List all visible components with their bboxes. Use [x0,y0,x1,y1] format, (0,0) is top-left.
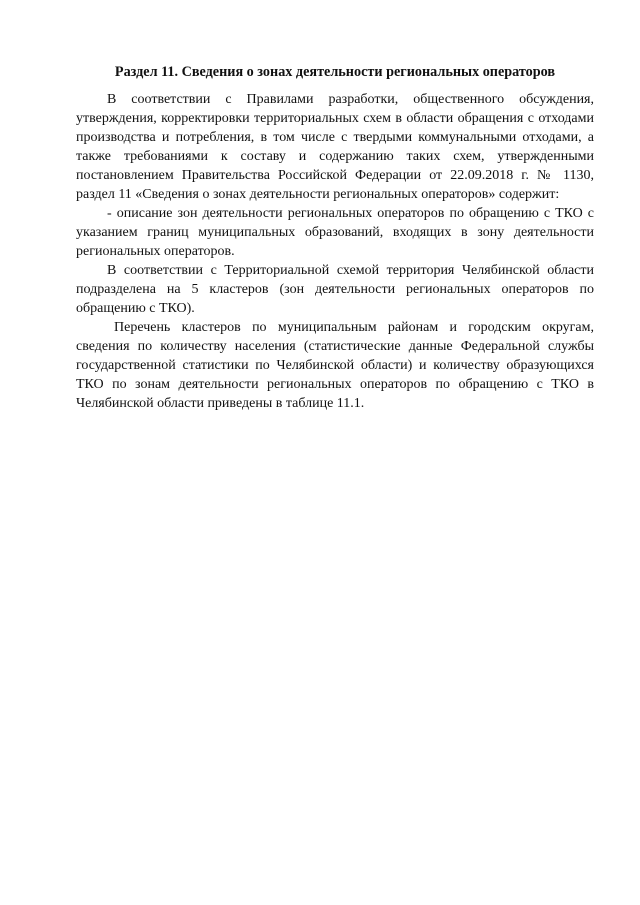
section-body [76,91,594,413]
paragraph-zone-description: - описание зон деятельности региональных операторов по обращению с ТКО с указанием границ муниципальных образований, входящих в зону деятельности региональных операторов. [76,206,594,260]
section-title: Раздел 11. Сведения о зонах деятельности региональных операторов [114,64,556,80]
paragraph-requirements: В соответствии с Правилами разработки, общественного обсуждения, утверждения, корректировки территориальных схем в области обращения с отходами производства и потребления, в том числе с твердыми коммунальными отходами, а также требованиями к составу и содержанию таких схем, утвержденными постановлением Правительства Российской Федерации от 22.09.2018 г. № 1130, раздел 11 «Сведения о зонах деятельности региональных операторов» содержит: [76,92,594,202]
paragraph-table-reference: Перечень кластеров по муниципальным районам и городским округам, сведения по количеству населения (статистические данные Федеральной службы государственной статистики по Челябинской области) и количеству образующихся ТКО по зонам деятельности региональных операторов по обращению с ТКО в Челябинской области приведены в таблице 11.1. [76,319,594,411]
paragraph-clusters: В соответствии с Территориальной схемой территория Челябинской области подразделена на 5 кластеров (зон деятельности региональных операторов по обращению с ТКО). [76,263,594,316]
